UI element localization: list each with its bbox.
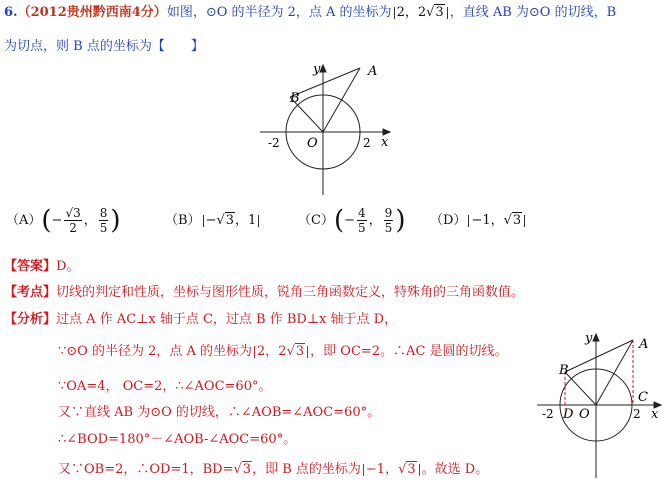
option-c-yden: 5 (384, 221, 393, 235)
analysis-line-5: ∴∠BOD=180°－∠AOB-∠AOC=60°。 (58, 432, 297, 447)
figure-2 (533, 328, 666, 483)
tick-pos2: 2 (363, 136, 371, 150)
analysis-line-6: 又∵OB=2，∴OD=1，BD=√3，即 B 点的坐标为 −1，√3 。故选 D。 (58, 462, 489, 477)
point-b-label: B (290, 91, 300, 106)
analysis-text-6c: −1， (365, 462, 399, 477)
x-label-2: x (651, 407, 659, 422)
analysis-line-2: ∵⊙O 的半径为 2，点 A 的坐标为 2，2√3 ，即 OC=2。∴AC 是圆的切线。 (58, 344, 508, 359)
option-c: （C）(− $\frac{4}{5}$ ， $\frac{9}{5}$ ) (298, 205, 406, 236)
options-row (6, 200, 121, 242)
option-c-label: （C） (298, 213, 334, 228)
analysis-coord-x: 2， (257, 344, 279, 359)
analysis-text-1: 过点 A 作 AC⊥x 轴于点 C，过点 B 作 BD⊥x 轴于点 D， (56, 312, 398, 327)
y-label: y (313, 62, 321, 77)
option-b-x: − (205, 213, 217, 228)
option-a-sign: − (51, 213, 63, 228)
option-d-sqrt: 3 (512, 213, 522, 228)
point-b-label-2: B (559, 363, 569, 378)
option-a: （A）(− $\frac{√3}{2}$ ， $\frac{8}{5}$ ) (6, 205, 121, 236)
analysis-b-sqrt: 3 (407, 462, 416, 477)
paren-left (394, 7, 395, 19)
analysis-tag: 【分析】 (4, 312, 57, 327)
answer-tag: 【答案】 (4, 259, 57, 274)
option-d: （D） −1，√3 (430, 212, 527, 230)
option-b-label: （B） (165, 213, 201, 228)
segment-oa-2 (596, 340, 633, 405)
question-number: 6. (4, 5, 18, 20)
option-c-yfrac (384, 206, 394, 235)
coord-a-x: 2， (396, 5, 418, 20)
analysis-line-3: ∵OA=4， OC=2，∴∠AOC=60°。 (58, 379, 272, 394)
tangent-ab-2 (565, 340, 633, 372)
coord-a-sqrt: 3 (435, 5, 444, 20)
option-c-sign: − (344, 213, 356, 228)
analysis-text-6d: 。故选 D。 (421, 462, 489, 477)
analysis-bd-sqrt: 3 (242, 462, 252, 477)
option-b-sqrt: 3 (225, 213, 235, 228)
point-a-label-2: A (639, 337, 649, 352)
option-a-ynum: 8 (99, 206, 108, 220)
analysis-text-6a: 又∵OB=2，∴OD=1，BD= (58, 462, 234, 477)
analysis-text-6b: ，即 B 点的坐标为 (252, 462, 361, 477)
question-text-1: 如图，⊙O 的半径为 2，点 A 的坐标为 (166, 5, 392, 20)
question-text-1b: ，直线 AB 为⊙O 的切线，B (449, 5, 617, 20)
option-b: （B） −√3，1 (165, 212, 261, 230)
question-source: （2012贵州黔西南4分） (17, 5, 167, 20)
option-a-xfrac (64, 206, 81, 235)
tick-neg2-2: -2 (542, 407, 554, 421)
option-c-xnum: 4 (358, 206, 366, 220)
kaodian-line (4, 284, 524, 302)
analysis-coord-sqrt: 3 (295, 344, 305, 359)
answer-line (4, 258, 79, 276)
kaodian-text: 切线的判定和性质，坐标与图形性质，锐角三角函数定义，特殊角的三角函数值。 (56, 285, 525, 300)
analysis-line-1 (4, 311, 397, 329)
x-label: x (381, 135, 389, 150)
option-c-xden: 5 (358, 221, 366, 235)
option-c-xfrac (357, 206, 367, 235)
y-label-2: y (585, 331, 593, 346)
segment-oa (323, 68, 360, 132)
analysis-text-2b: ，即 OC=2。∴AC 是圆的切线。 (310, 344, 508, 359)
point-o-label: O (307, 136, 318, 151)
option-a-xden: 2 (69, 221, 77, 235)
tick-pos2-2: 2 (633, 407, 641, 421)
segment-ob-2 (565, 372, 596, 405)
question-line-2: 为切点，则 B 点的坐标为【 】 (4, 39, 204, 54)
option-b-y: ，1 (235, 213, 257, 228)
point-d-label-2: D (563, 407, 574, 422)
option-d-label: （D） (430, 213, 467, 228)
option-a-yfrac (99, 206, 109, 235)
figure-1 (255, 60, 395, 200)
y-arrow-icon (320, 65, 326, 72)
point-c-label-2: C (638, 390, 648, 405)
option-a-label: （A） (6, 213, 42, 228)
option-d-x: −1， (471, 213, 504, 228)
tick-neg2: -2 (268, 136, 280, 150)
point-o-label-2: O (579, 407, 590, 422)
option-a-xnum: √3 (65, 206, 81, 220)
y-arrow-icon-2 (593, 334, 599, 341)
paren-right (447, 7, 448, 19)
analysis-line-4: 又∵直线 AB 为⊙O 的切线，∴∠AOB=∠AOC=60°。 (58, 405, 381, 420)
analysis-coord-coef: 2 (278, 344, 287, 359)
coord-a-coef: 2 (417, 5, 427, 20)
analysis-text-2a: ∵⊙O 的半径为 2，点 A 的坐标为 (58, 344, 253, 359)
option-a-yden: 5 (99, 221, 108, 235)
kaodian-tag: 【考点】 (4, 285, 57, 300)
answer-value: D。 (56, 259, 80, 274)
question-line-1: 6.（2012贵州黔西南4分）如图，⊙O 的半径为 2，点 A 的坐标为 2，2√3 ，直线 AB 为⊙O 的切线，B (4, 5, 617, 20)
point-a-label: A (368, 64, 378, 79)
option-c-ynum: 9 (384, 206, 393, 220)
